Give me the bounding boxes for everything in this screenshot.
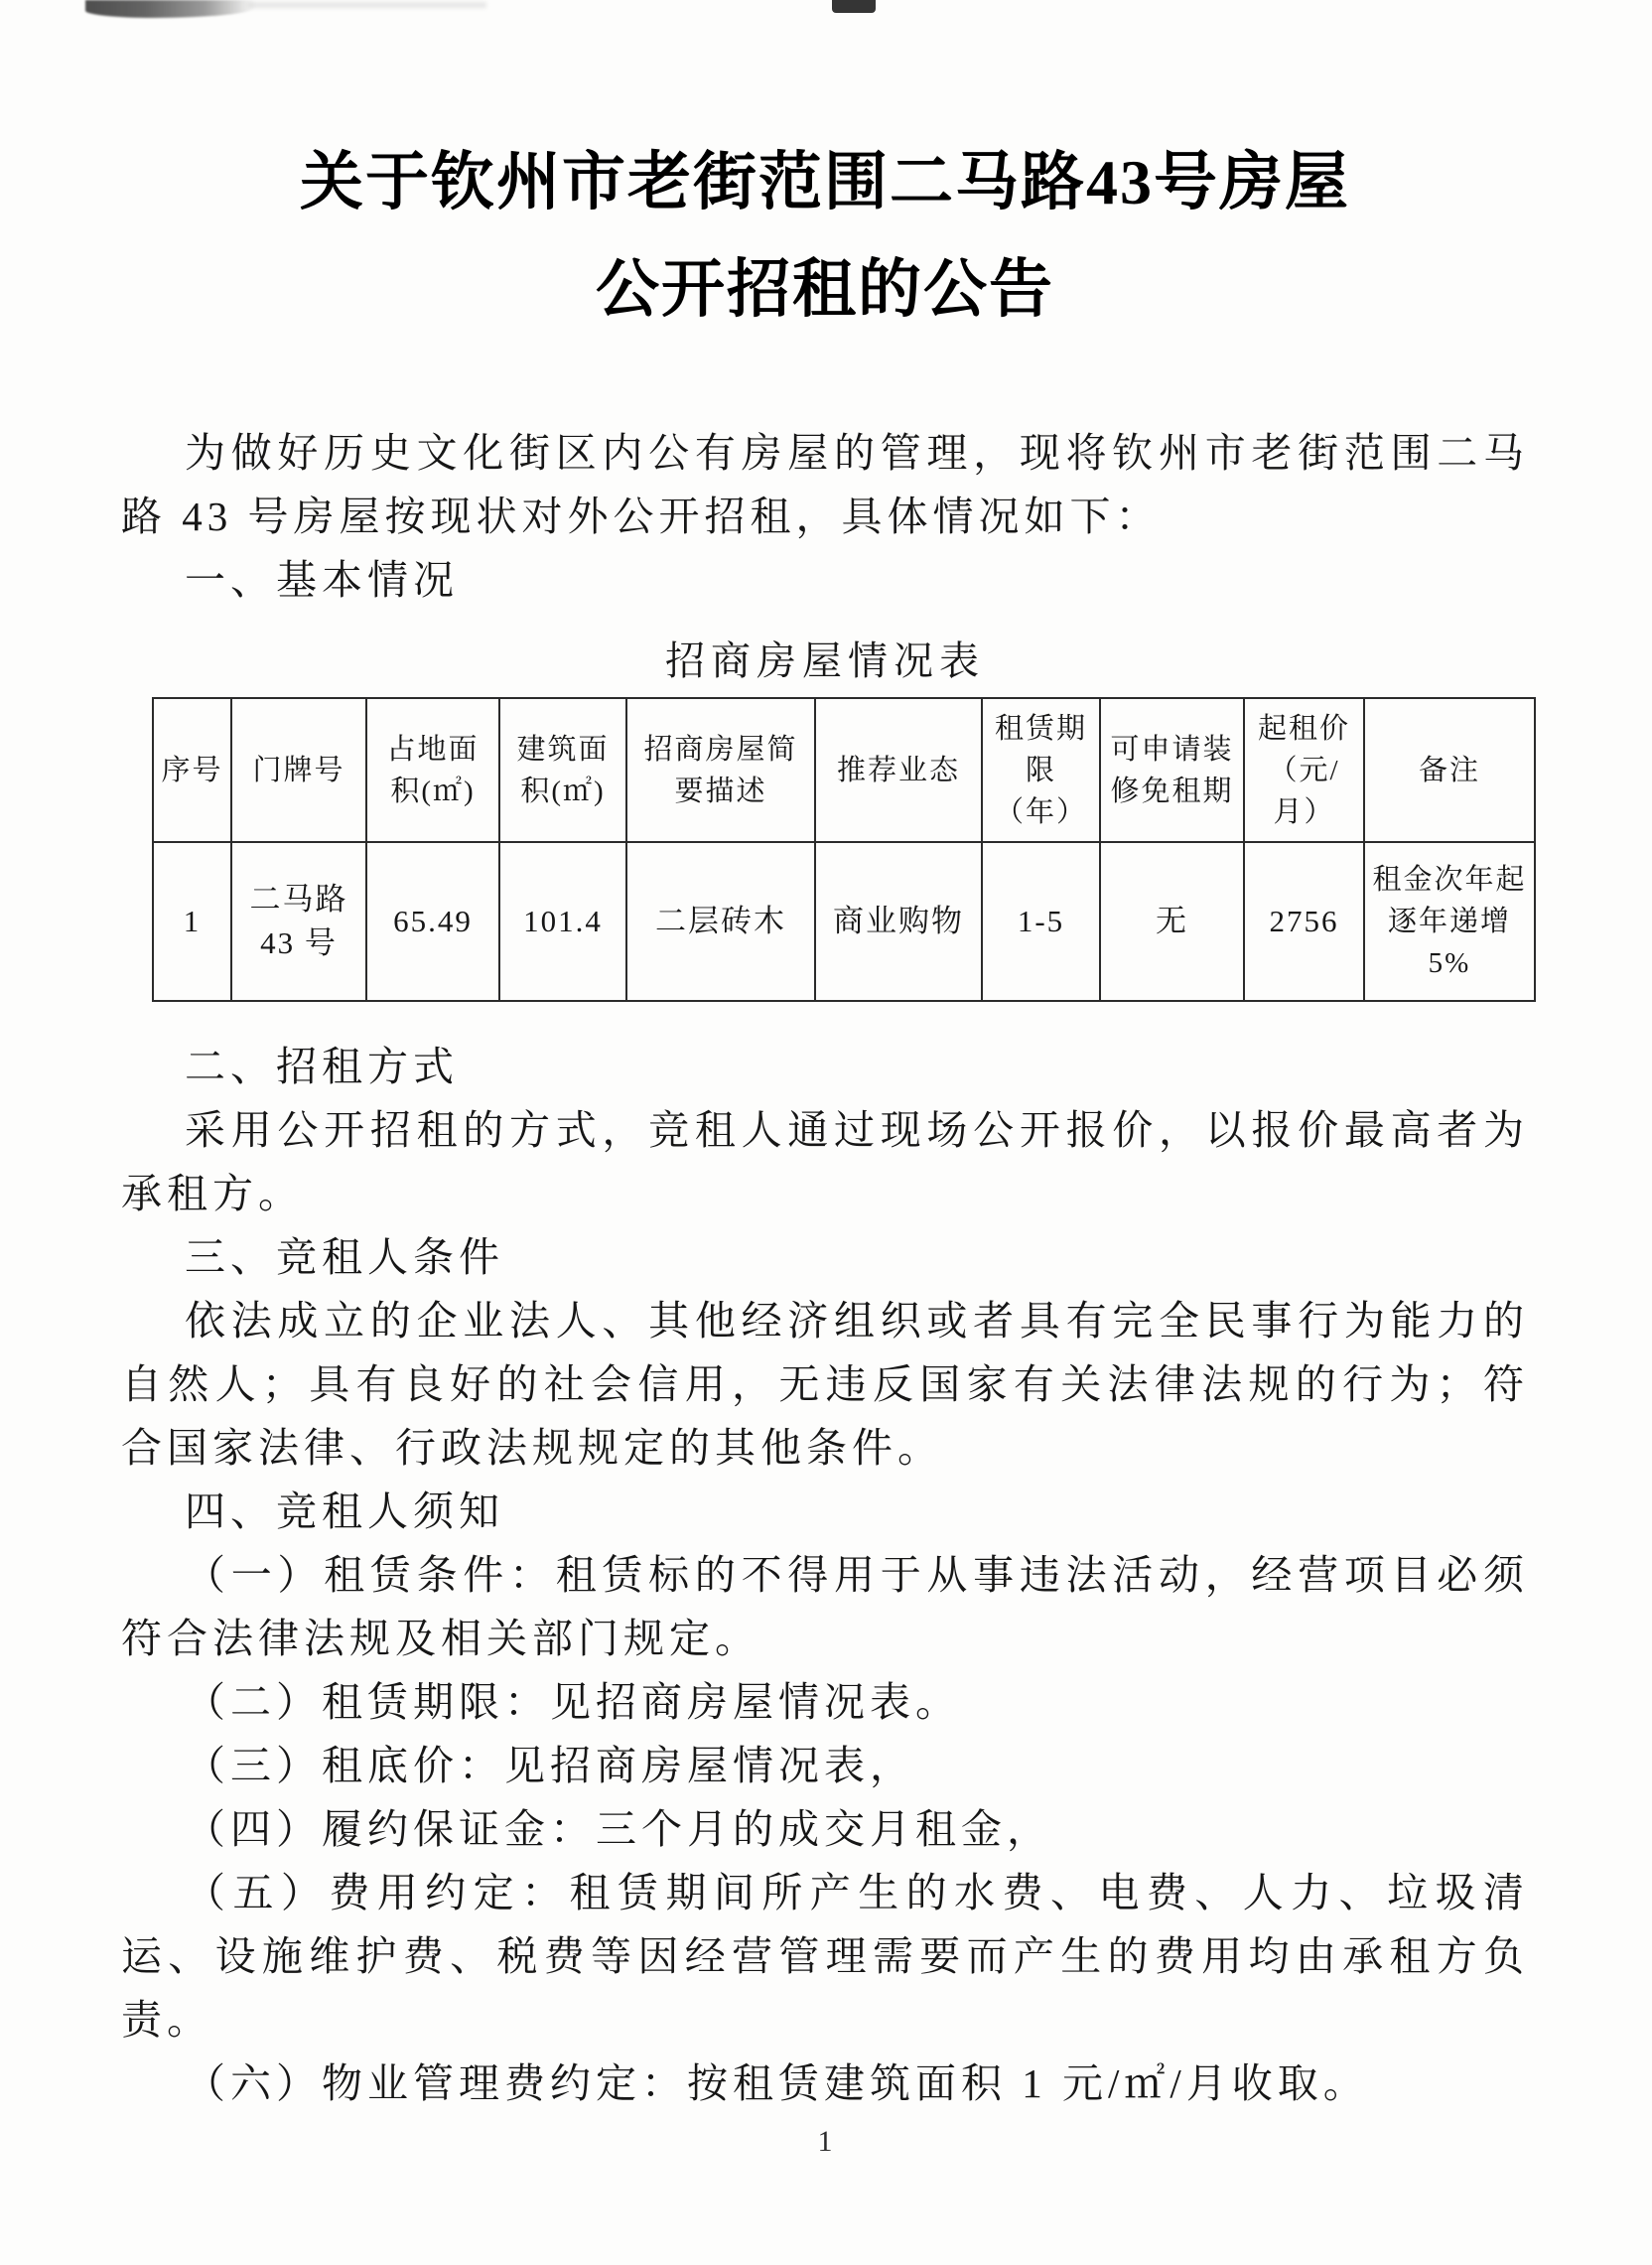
col-header-recommended-business: 推荐业态: [815, 698, 982, 842]
table-header-row: [153, 698, 1535, 842]
page-number: 1: [817, 2125, 833, 2158]
note-item-4: （四）履约保证金：三个月的成交月租金，: [185, 1806, 1052, 1852]
section-heading-rental-method: 二、招租方式: [185, 1044, 459, 1089]
note-item-3: （三）租底价：见招商房屋情况表，: [185, 1743, 915, 1788]
document-title-line-1: 关于钦州市老街范围二马路43号房屋: [300, 147, 1350, 217]
col-header-house-number: 门牌号: [231, 698, 366, 842]
cell-building-area: 101.4: [499, 842, 626, 1001]
rental-method-paragraph: 采用公开招租的方式，竞租人通过现场公开报价，以报价最高者为承租方。: [121, 1107, 1529, 1216]
property-info-table: [152, 697, 1536, 1002]
col-header-serial-number: 序号: [153, 698, 231, 842]
section-heading-basic-info: 一、基本情况: [185, 557, 459, 603]
cell-lease-term: 1-5: [982, 842, 1100, 1001]
document-title: [121, 129, 1529, 344]
section-heading-bidder-conditions: 三、竞租人条件: [185, 1234, 504, 1280]
note-item-5: （五）费用约定：租赁期间所产生的水费、电费、人力、垃圾清运、设施维护费、税费等因经营管理需要而产生的费用均由承租方负责。: [121, 1870, 1529, 2043]
note-item-6: （六）物业管理费约定：按租赁建筑面积 1 元/㎡/月收取。: [185, 2060, 1369, 2106]
document-title-line-2: 公开招租的公告: [596, 254, 1054, 325]
document-content: [0, 129, 1652, 2159]
col-header-description: 招商房屋简要描述: [626, 698, 815, 842]
col-header-building-area: 建筑面积(㎡): [499, 698, 626, 842]
cell-remarks: 租金次年起逐年递增 5%: [1364, 842, 1535, 1001]
col-header-renovation-rent-free: 可申请装修免租期: [1100, 698, 1244, 842]
table-caption: 招商房屋情况表: [665, 638, 985, 683]
intro-paragraph: 为做好历史文化街区内公有房屋的管理，现将钦州市老街范围二马路 43 号房屋按现状对外公开招租，具体情况如下：: [121, 430, 1529, 539]
col-header-remarks: 备注: [1364, 698, 1535, 842]
cell-serial-number: 1: [153, 842, 231, 1001]
note-item-1: （一）租赁条件：租赁标的不得用于从事违法活动，经营项目必须符合法律法规及相关部门规定。: [121, 1552, 1529, 1661]
col-header-lease-term: 租赁期限（年）: [982, 698, 1100, 842]
col-header-starting-rent: 起租价（元/月）: [1244, 698, 1364, 842]
bidder-conditions-paragraph: 依法成立的企业法人、其他经济组织或者具有完全民事行为能力的自然人；具有良好的社会信用，无违反国家有关法律法规的行为；符合国家法律、行政法规规定的其他条件。: [121, 1298, 1529, 1471]
scan-streak-artifact: [248, 2, 486, 8]
cell-recommended-business: 商业购物: [815, 842, 982, 1001]
cell-starting-rent: 2756: [1244, 842, 1364, 1001]
cell-land-area: 65.49: [366, 842, 499, 1001]
note-item-2: （二）租赁期限：见招商房屋情况表。: [185, 1679, 961, 1725]
col-header-land-area: 占地面积(㎡): [366, 698, 499, 842]
scan-smudge-artifact: [85, 0, 256, 18]
section-heading-bidder-notes: 四、竞租人须知: [185, 1488, 504, 1534]
cell-house-number: 二马路 43 号: [231, 842, 366, 1001]
cell-description: 二层砖木: [626, 842, 815, 1001]
table-row: [153, 842, 1535, 1001]
cell-renovation-rent-free: 无: [1100, 842, 1244, 1001]
scan-smudge-artifact: [832, 0, 876, 13]
